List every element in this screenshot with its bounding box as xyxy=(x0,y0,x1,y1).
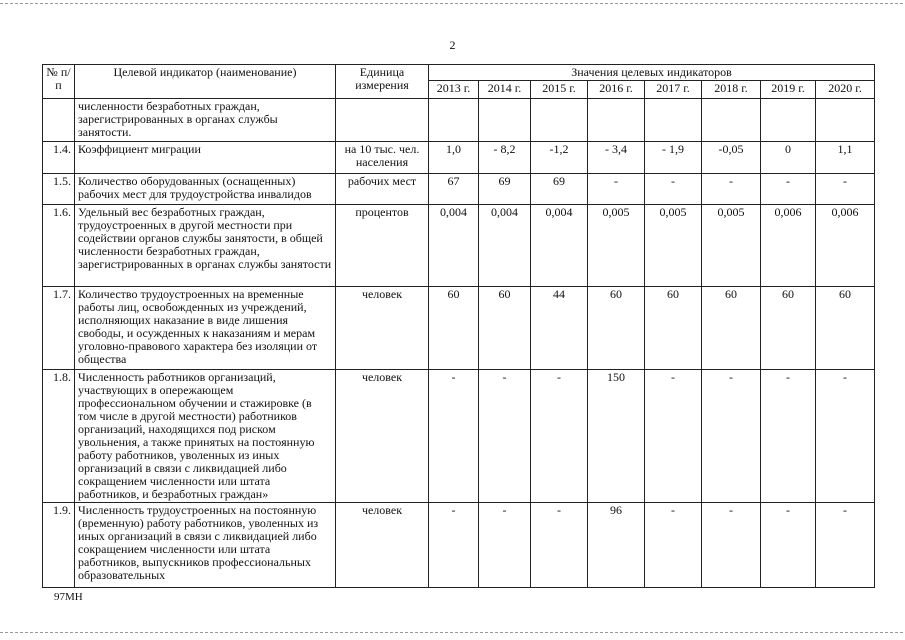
row-value xyxy=(429,99,479,142)
row-value: 0,004 xyxy=(429,205,479,287)
row-value: 60 xyxy=(645,287,702,370)
row-value: - xyxy=(816,503,875,588)
row-value: 1,1 xyxy=(816,142,875,174)
row-unit: человек xyxy=(336,503,429,588)
row-indicator-name: Численность работников организаций, участвующих в опережающем профессиональном обучении и стажировке (в том числе в другой местности) работников организаций, находящихся под риском увольнения, а также принятых на постоянную работу работников, уволенных из иных организаций в связи с ликвидацией либо сокращением численности или штата работников, и безработных граждан» xyxy=(75,370,336,503)
row-num: 1.8. xyxy=(43,370,75,503)
table-row xyxy=(43,370,875,503)
row-unit: человек xyxy=(336,370,429,503)
row-value: 60 xyxy=(479,287,531,370)
row-indicator-name: Количество оборудованных (оснащенных) рабочих мест для трудоустройства инвалидов xyxy=(75,174,336,205)
row-value: 0,005 xyxy=(702,205,761,287)
row-value: - xyxy=(816,370,875,503)
row-indicator-name: Удельный вес безработных граждан, трудоустроенных в другой местности при содействии органов службы занятости, в общей численности безработных граждан, зарегистрированных в органах службы занятости xyxy=(75,205,336,287)
row-value: 60 xyxy=(429,287,479,370)
row-value: 0,004 xyxy=(531,205,588,287)
row-value: 150 xyxy=(588,370,645,503)
row-value: 0,005 xyxy=(645,205,702,287)
row-value: 96 xyxy=(588,503,645,588)
row-value: 44 xyxy=(531,287,588,370)
row-value: - xyxy=(702,370,761,503)
row-value: 60 xyxy=(588,287,645,370)
row-unit: процентов xyxy=(336,205,429,287)
row-value: 0 xyxy=(761,142,816,174)
row-value: 60 xyxy=(816,287,875,370)
row-value: 69 xyxy=(479,174,531,205)
header-unit: Единица измерения xyxy=(336,65,429,99)
row-unit: человек xyxy=(336,287,429,370)
row-num: 1.4. xyxy=(43,142,75,174)
row-value: - xyxy=(761,370,816,503)
row-value: - xyxy=(645,174,702,205)
page-number: 2 xyxy=(449,38,456,52)
table-row xyxy=(43,99,875,142)
row-value: - xyxy=(479,370,531,503)
row-value: - xyxy=(429,370,479,503)
row-value: 0,006 xyxy=(816,205,875,287)
footer-code: 97МН xyxy=(54,591,83,603)
row-num: 1.7. xyxy=(43,287,75,370)
row-value xyxy=(588,99,645,142)
header-year: 2015 г. xyxy=(531,81,588,99)
row-value: - 8,2 xyxy=(479,142,531,174)
row-unit: рабочих мест xyxy=(336,174,429,205)
header-indicator: Целевой индикатор (наименование) xyxy=(75,65,336,99)
row-value: 67 xyxy=(429,174,479,205)
header-year: 2016 г. xyxy=(588,81,645,99)
row-value: 1,0 xyxy=(429,142,479,174)
row-value: - xyxy=(702,174,761,205)
row-value: - xyxy=(702,503,761,588)
table-header-row xyxy=(43,65,875,81)
row-value: 0,006 xyxy=(761,205,816,287)
row-value: - xyxy=(761,174,816,205)
row-value: - xyxy=(429,503,479,588)
row-num: 1.9. xyxy=(43,503,75,588)
header-year: 2014 г. xyxy=(479,81,531,99)
header-values-group: Значения целевых индикаторов xyxy=(429,65,875,81)
row-num: 1.5. xyxy=(43,174,75,205)
row-value: 60 xyxy=(761,287,816,370)
row-value xyxy=(479,99,531,142)
header-year: 2017 г. xyxy=(645,81,702,99)
row-value xyxy=(531,99,588,142)
row-value xyxy=(645,99,702,142)
row-value: 60 xyxy=(702,287,761,370)
header-year: 2013 г. xyxy=(429,81,479,99)
row-value: - xyxy=(479,503,531,588)
table-row xyxy=(43,287,875,370)
header-year: 2019 г. xyxy=(761,81,816,99)
table-row xyxy=(43,142,875,174)
row-value: 0,004 xyxy=(479,205,531,287)
row-value: - 1,9 xyxy=(645,142,702,174)
row-value: -0,05 xyxy=(702,142,761,174)
table-row xyxy=(43,503,875,588)
scan-border-top xyxy=(0,3,905,4)
row-value: - xyxy=(531,370,588,503)
row-value: - xyxy=(531,503,588,588)
row-num: 1.6. xyxy=(43,205,75,287)
row-value: - xyxy=(816,174,875,205)
row-indicator-name: Количество трудоустроенных на временные работы лиц, освобожденных из учреждений, исполняющих наказание в виде лишения свободы, и осужденных к наказаниям и мерам уголовно-правового характера без изоляции от общества xyxy=(75,287,336,370)
row-value: 0,005 xyxy=(588,205,645,287)
row-value: - xyxy=(645,503,702,588)
row-value: - xyxy=(588,174,645,205)
row-indicator-name: численности безработных граждан, зарегистрированных в органах службы занятости. xyxy=(75,99,336,142)
row-value xyxy=(702,99,761,142)
header-year: 2020 г. xyxy=(816,81,875,99)
header-year: 2018 г. xyxy=(702,81,761,99)
row-value: - xyxy=(645,370,702,503)
table-row xyxy=(43,174,875,205)
indicators-table xyxy=(42,64,875,588)
table-row xyxy=(43,205,875,287)
row-value: - 3,4 xyxy=(588,142,645,174)
row-indicator-name: Численность трудоустроенных на постоянную (временную) работу работников, уволенных из иных организаций в связи с ликвидацией либо сокращением численности или штата работников, выпускников профессиональных образовательных xyxy=(75,503,336,588)
scan-border-bottom xyxy=(0,632,905,633)
row-value: 69 xyxy=(531,174,588,205)
row-value xyxy=(816,99,875,142)
row-value xyxy=(761,99,816,142)
row-unit xyxy=(336,99,429,142)
row-value: -1,2 xyxy=(531,142,588,174)
row-indicator-name: Коэффициент миграции xyxy=(75,142,336,174)
row-value: - xyxy=(761,503,816,588)
row-num xyxy=(43,99,75,142)
row-unit: на 10 тыс. чел. населения xyxy=(336,142,429,174)
header-num: № п/п xyxy=(43,65,75,99)
